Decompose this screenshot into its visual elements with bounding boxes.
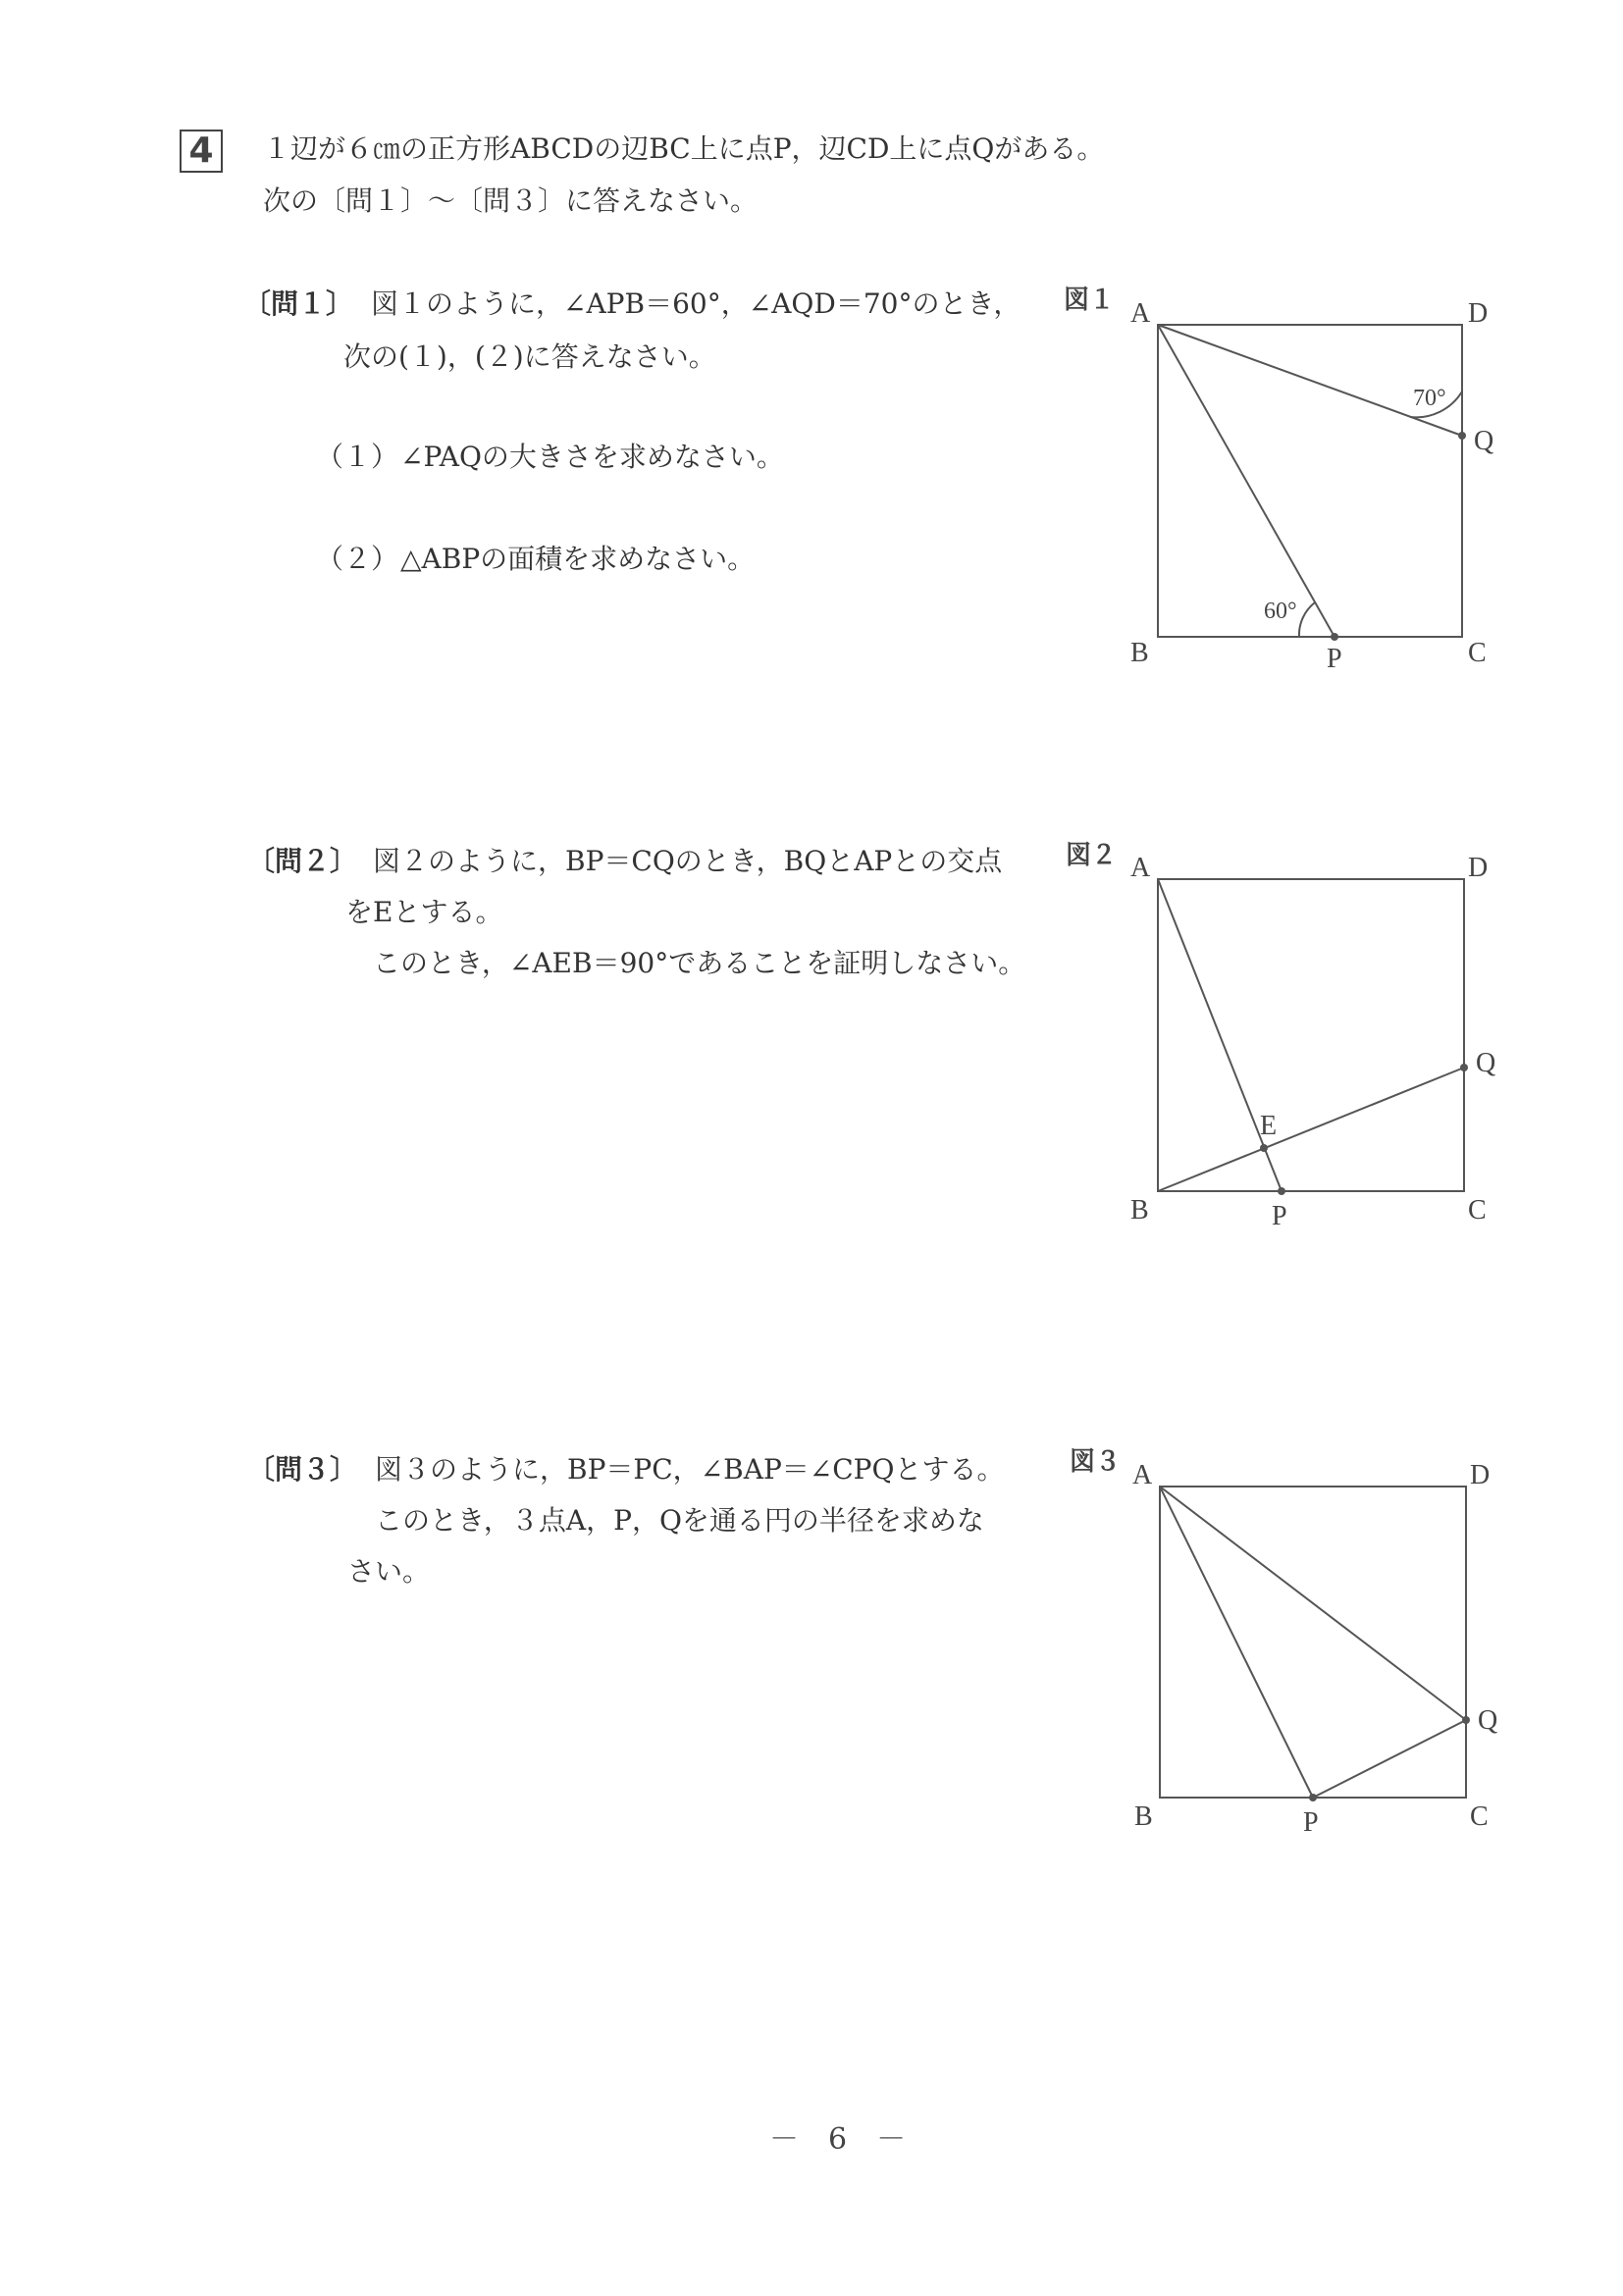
problem-number-box: 4	[180, 130, 223, 173]
fig2-label-p: P	[1272, 1201, 1287, 1231]
fig3-segment-ap	[1160, 1487, 1313, 1798]
q1-line1: 図１のように，∠APB＝60°，∠AQD＝70°のとき，	[371, 287, 1021, 320]
fig3-point-p	[1309, 1794, 1317, 1801]
fig3-point-q	[1462, 1716, 1470, 1724]
fig1-angle-q: 70°	[1413, 386, 1446, 411]
q3-tag: 〔問３〕	[247, 1453, 358, 1486]
q1-sub2-number: （２）	[316, 543, 399, 575]
fig2-label-a: A	[1130, 853, 1151, 883]
fig3-label-b: B	[1134, 1801, 1153, 1832]
fig3-title: 図３	[1070, 1447, 1122, 1477]
fig2-label-e: E	[1260, 1111, 1278, 1141]
problem-intro-line1: １辺が６㎝の正方形ABCDの辺BC上に点P，辺CD上に点Qがある。	[263, 132, 1105, 165]
problem-intro-line2: 次の〔問１〕～〔問３〕に答えなさい。	[263, 184, 759, 217]
q3-line2: このとき，３点A，P，Qを通る円の半径を求めな	[375, 1504, 984, 1537]
fig2-label-q: Q	[1476, 1048, 1496, 1078]
fig1-label-c: C	[1468, 638, 1487, 668]
fig2-label-b: B	[1130, 1195, 1149, 1226]
q1-sub1-text: ∠PAQの大きさを求めなさい。	[400, 441, 784, 473]
q3-line1: 図３のように，BP＝PC，∠BAP＝∠CPQとする。	[375, 1453, 1005, 1486]
fig1-label-b: B	[1130, 638, 1149, 668]
fig3-label-p: P	[1303, 1807, 1319, 1838]
page-number: － 6 －	[769, 2122, 907, 2157]
q1-sub1-number: （１）	[316, 441, 399, 473]
fig1-title: 図１	[1064, 286, 1116, 315]
fig1-angle-p: 60°	[1264, 599, 1297, 624]
fig1-label-a: A	[1130, 298, 1151, 329]
fig1-label-p: P	[1327, 644, 1342, 674]
fig3-label-q: Q	[1478, 1705, 1498, 1736]
q1-line2: 次の(１)，(２)に答えなさい。	[343, 340, 716, 373]
q2-line2: をEとする。	[345, 896, 503, 928]
fig3-segment-aq	[1160, 1487, 1466, 1720]
fig3-segment-pq	[1313, 1720, 1466, 1798]
fig2-title: 図２	[1066, 841, 1118, 870]
fig3-label-d: D	[1470, 1460, 1491, 1490]
q2-line3: このとき，∠AEB＝90°であることを証明しなさい。	[373, 947, 1026, 979]
fig2-label-c: C	[1468, 1195, 1487, 1226]
fig1-label-d: D	[1468, 298, 1489, 329]
fig3-label-a: A	[1132, 1460, 1153, 1490]
q1-tag: 〔問１〕	[243, 287, 354, 320]
q3-line3: さい。	[347, 1555, 431, 1588]
q2-line1: 図２のように，BP＝CQのとき，BQとAPとの交点	[373, 845, 1003, 877]
fig3-label-c: C	[1470, 1801, 1489, 1832]
q2-tag: 〔問２〕	[247, 845, 358, 877]
q1-sub2-text: △ABPの面積を求めなさい。	[400, 543, 756, 575]
fig3-square	[1160, 1487, 1466, 1798]
fig2-label-d: D	[1468, 853, 1489, 883]
fig1-label-q: Q	[1474, 426, 1494, 456]
